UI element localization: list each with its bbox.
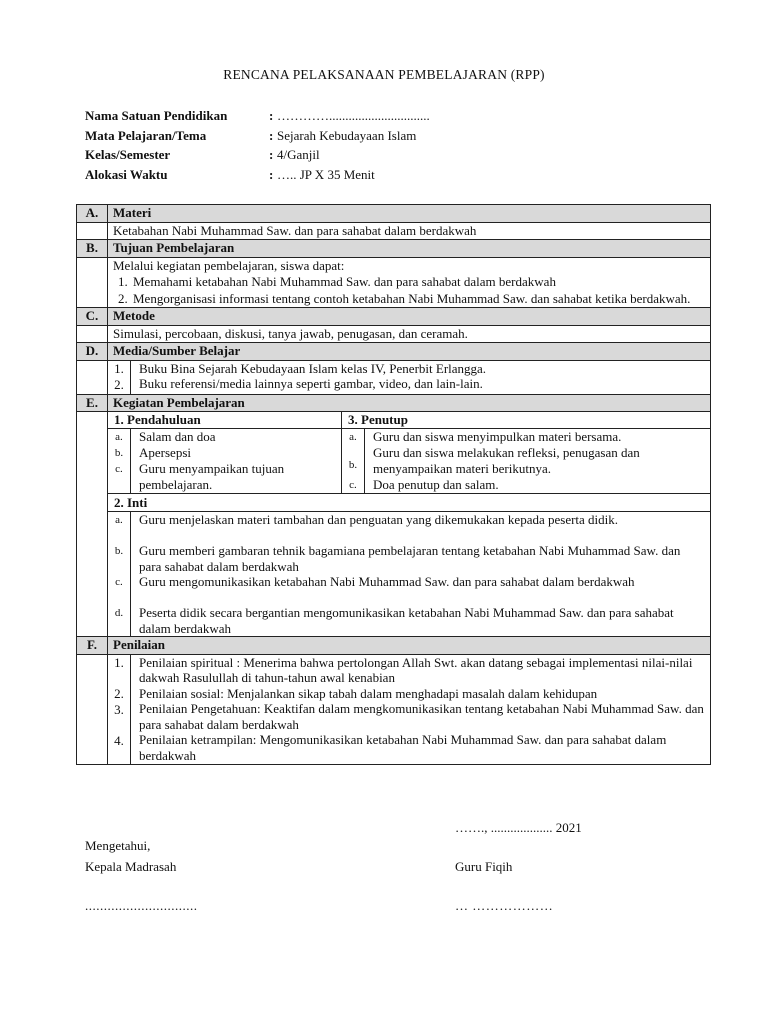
empty-cell xyxy=(77,360,108,394)
list-number: 4. xyxy=(114,732,124,748)
identity-value: …………............................... xyxy=(277,108,430,123)
section-letter: E. xyxy=(77,394,108,412)
acknowledged-label: Mengetahui, xyxy=(85,838,151,853)
inti-list xyxy=(108,512,710,636)
section-f-header xyxy=(77,637,711,655)
empty-cell xyxy=(77,412,108,637)
section-d-header xyxy=(77,343,711,361)
identity-row-subject xyxy=(85,126,430,146)
list-number: 1. xyxy=(114,654,124,670)
identity-block xyxy=(85,106,430,184)
list-letter: c. xyxy=(115,576,123,588)
text-column xyxy=(131,361,710,394)
section-e-body xyxy=(77,412,711,637)
teacher-signature-line: … ……………… xyxy=(455,898,554,913)
section-letter: C. xyxy=(77,308,108,326)
section-b-header xyxy=(77,240,711,258)
list-item: Doa penutup dan salam. xyxy=(373,477,499,492)
text-column xyxy=(131,512,710,636)
list-item: Peserta didik secara bergantian mengomunikasikan ketabahan Nabi Muhammad Saw. dan para sahabat dalam berdakwah xyxy=(139,605,674,636)
letter-column xyxy=(108,429,131,493)
date-line: ……., ................... 2021 xyxy=(455,820,582,835)
section-body xyxy=(108,360,711,394)
section-letter: F. xyxy=(77,637,108,655)
document-title: RENCANA PELAKSANAAN PEMBELAJARAN (RPP) xyxy=(223,67,545,82)
letter-column xyxy=(108,512,131,636)
list-number: 2. xyxy=(114,685,124,701)
list-letter: a. xyxy=(115,514,123,526)
identity-value: 4/Ganjil xyxy=(277,147,320,162)
empty-cell xyxy=(77,654,108,764)
identity-colon: : xyxy=(269,108,274,123)
media-list xyxy=(108,361,710,394)
section-title: Metode xyxy=(108,308,711,326)
section-d-body xyxy=(77,360,711,394)
identity-colon: : xyxy=(269,147,274,162)
section-title: Media/Sumber Belajar xyxy=(108,343,711,361)
subsection-title: 2. Inti xyxy=(108,494,710,512)
subsection-title: 1. Pendahuluan xyxy=(108,412,341,429)
opening-closing-grid xyxy=(108,412,710,494)
number-column xyxy=(108,655,131,764)
section-body: Simulasi, percobaan, diskusi, tanya jawab, penugasan, dan ceramah. xyxy=(108,325,711,343)
objective-list xyxy=(113,274,705,307)
list-item: Penilaian ketrampilan: Mengomunikasikan ketabahan Nabi Muhammad Saw. dan para sahabat dalam berdakwah xyxy=(139,732,667,763)
section-body xyxy=(108,257,711,308)
section-intro: Melalui kegiatan pembelajaran, siswa dapat: xyxy=(113,257,345,273)
list-item: Guru memberi gambaran tehnik bagamiana pembelajaran tentang ketabahan Nabi Muhammad Saw. dan para sahabat dalam berdakwah xyxy=(139,543,681,574)
list-item: Guru mengomunikasikan ketabahan Nabi Muhammad Saw. dan para sahabat dalam berdakwah xyxy=(139,574,635,589)
teacher-label: Guru Fiqih xyxy=(455,859,513,874)
principal-label: Kepala Madrasah xyxy=(85,859,177,874)
identity-colon: : xyxy=(269,166,274,182)
identity-value: ….. JP X 35 Menit xyxy=(277,166,375,182)
section-f-body xyxy=(77,654,711,764)
list-item: 2. Mengorganisasi informasi tentang contoh ketabahan Nabi Muhammad Saw. dan sahabat ketika berdakwah. xyxy=(131,291,705,308)
penutup-column xyxy=(341,412,710,493)
rpp-table xyxy=(76,204,711,765)
list-item: 1. Memahami ketabahan Nabi Muhammad Saw. dan para sahabat dalam berdakwah xyxy=(131,274,705,291)
list-item: Guru dan siswa menyimpulkan materi bersama. xyxy=(373,429,622,444)
section-body xyxy=(108,412,711,637)
list-item: Penilaian sosial: Menjalankan sikap tabah dalam menghadapi masalah dalam kehidupan xyxy=(139,685,598,701)
section-title: Materi xyxy=(108,205,711,223)
identity-label: Nama Satuan Pendidikan xyxy=(85,108,228,123)
section-letter: D. xyxy=(77,343,108,361)
list-item: Guru menyampaikan tujuan pembelajaran. xyxy=(139,461,285,492)
letter-column xyxy=(342,429,365,493)
section-c-header xyxy=(77,308,711,326)
list-letter: a. xyxy=(349,431,357,443)
section-c-body xyxy=(77,325,711,343)
identity-row-school xyxy=(85,106,430,126)
identity-row-time xyxy=(85,165,430,185)
section-body: Ketabahan Nabi Muhammad Saw. dan para sahabat dalam berdakwah xyxy=(108,222,711,240)
list-item: Apersepsi xyxy=(139,445,191,460)
section-letter: A. xyxy=(77,205,108,223)
list-letter: d. xyxy=(114,607,124,619)
identity-label: Kelas/Semester xyxy=(85,147,171,162)
text-column xyxy=(131,429,341,493)
identity-colon: : xyxy=(269,127,274,143)
penutup-list xyxy=(342,429,710,493)
section-e-header xyxy=(77,394,711,412)
list-letter: b. xyxy=(348,459,358,471)
empty-cell xyxy=(77,257,108,308)
text-column xyxy=(131,655,710,764)
identity-label: Alokasi Waktu xyxy=(85,166,168,182)
list-letter: a. xyxy=(115,431,123,443)
list-item: Penilaian Pengetahuan: Keaktifan dalam mengkomunikasikan tentang ketabahan Nabi Muhammad Saw. dan para sahabat dalam berdakwah xyxy=(139,701,704,732)
pendahuluan-column xyxy=(108,412,341,493)
assessment-list xyxy=(108,655,710,764)
list-item: Guru dan siswa melakukan refleksi, penugasan dan menyampaikan materi berikutnya. xyxy=(373,445,640,476)
section-b-body xyxy=(77,257,711,308)
section-title: Penilaian xyxy=(108,637,711,655)
identity-row-class xyxy=(85,145,430,165)
text-column xyxy=(365,429,710,493)
list-number: 1. xyxy=(114,360,124,376)
number-column xyxy=(108,361,131,394)
list-letter: b. xyxy=(114,545,124,557)
section-title: Kegiatan Pembelajaran xyxy=(108,394,711,412)
list-letter: b. xyxy=(114,447,124,459)
section-letter: B. xyxy=(77,240,108,258)
subsection-title: 3. Penutup xyxy=(342,412,710,429)
list-letter: c. xyxy=(349,479,357,491)
list-item: Buku referensi/media lainnya seperti gambar, video, dan lain-lain. xyxy=(139,376,483,391)
identity-label: Mata Pelajaran/Tema xyxy=(85,127,207,143)
section-title: Tujuan Pembelajaran xyxy=(108,240,711,258)
section-body xyxy=(108,654,711,764)
empty-cell xyxy=(77,222,108,240)
list-number: 3. xyxy=(114,701,124,717)
section-a-header xyxy=(77,205,711,223)
list-item: Guru menjelaskan materi tambahan dan penguatan yang dikemukakan kepada peserta didik. xyxy=(139,512,619,527)
list-letter: c. xyxy=(115,463,123,475)
section-a-body xyxy=(77,222,711,240)
pendahuluan-list xyxy=(108,429,341,493)
empty-cell xyxy=(77,325,108,343)
principal-signature-line: .............................. xyxy=(85,898,198,913)
identity-value: Sejarah Kebudayaan Islam xyxy=(277,127,417,143)
list-item: Salam dan doa xyxy=(139,429,216,444)
list-item: Buku Bina Sejarah Kebudayaan Islam kelas IV, Penerbit Erlangga. xyxy=(139,360,487,376)
list-number: 2. xyxy=(114,377,124,392)
list-item: Penilaian spiritual : Menerima bahwa pertolongan Allah Swt. akan datang sebagai implementasi nilai-nilai dakwah Rasulullah di tahun-tahun awal kenabian xyxy=(139,654,693,685)
